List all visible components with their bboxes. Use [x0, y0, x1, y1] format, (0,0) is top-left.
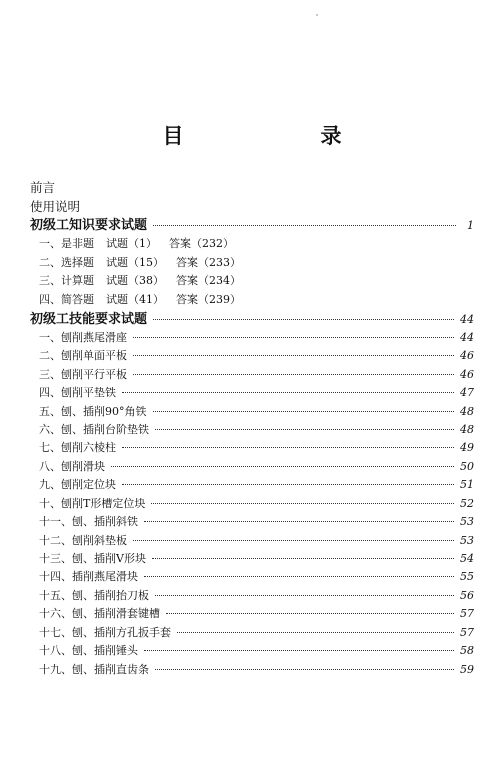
dot-leader: [111, 466, 454, 467]
toc-item: [30, 476, 474, 494]
dot-leader: [122, 447, 454, 448]
sub-answer-ref: 答案（233）: [176, 255, 241, 269]
page-number: 49: [460, 441, 474, 455]
item-label: 八、刨削滑块: [39, 459, 105, 473]
toc-item: [30, 532, 474, 550]
page-number: 52: [460, 496, 474, 510]
toc-item: [30, 403, 474, 421]
page-number: 46: [460, 349, 474, 363]
dot-leader: [151, 503, 454, 504]
dot-leader: [133, 540, 454, 541]
sub-test-ref: 试题（38）: [106, 274, 164, 288]
item-label: 六、刨、插削台阶垫铁: [39, 422, 149, 436]
toc-sub-item: [30, 272, 474, 291]
sub-label: 三、计算题: [39, 274, 94, 288]
item-label: 七、刨削六棱柱: [39, 441, 116, 455]
toc-item: [30, 624, 474, 642]
page-number: 54: [460, 552, 474, 565]
page-number: 56: [460, 588, 474, 602]
toc-item: [30, 605, 474, 623]
scan-speck: [316, 14, 318, 16]
dot-leader: [153, 319, 454, 320]
toc-item: [30, 439, 474, 457]
item-label: 一、刨削燕尾滑座: [39, 330, 127, 344]
dot-leader: [155, 429, 454, 430]
dot-leader: [152, 558, 454, 559]
dot-leader: [153, 225, 456, 226]
dot-leader: [122, 392, 454, 393]
sub-test-ref: 试题（1）: [106, 237, 157, 250]
sub-answer-ref: 答案（232）: [169, 237, 234, 250]
item-label: 十二、刨削斜垫板: [39, 533, 127, 547]
dot-leader: [166, 613, 454, 614]
page-number: 51: [460, 478, 474, 492]
toc-chapter-skills: [30, 310, 474, 329]
table-of-contents: [30, 178, 474, 679]
page-number: 44: [460, 330, 474, 344]
chapter-label: 初级工知识要求试题: [30, 218, 148, 233]
toc-sub-item: [30, 235, 474, 254]
sub-answer-ref: 答案（234）: [176, 274, 241, 288]
toc-item: [30, 642, 474, 660]
toc-item: [30, 421, 474, 439]
sub-test-ref: 试题（15）: [106, 255, 164, 269]
item-label: 十三、刨、插削V形块: [39, 552, 146, 565]
dot-leader: [122, 484, 454, 485]
toc-item: [30, 587, 474, 605]
dot-leader: [155, 669, 454, 670]
sub-label: 二、选择题: [39, 255, 94, 269]
item-label: 二、刨削单面平板: [39, 349, 127, 363]
item-label: 十一、刨、插削斜铁: [39, 515, 138, 529]
dot-leader: [177, 632, 454, 633]
toc-item: [30, 347, 474, 365]
toc-chapter-knowledge: [30, 216, 474, 235]
page-number: 1: [467, 219, 474, 232]
toc-sub-item: [30, 254, 474, 273]
dot-leader: [144, 650, 454, 651]
page-number: 55: [460, 570, 474, 584]
toc-item: [30, 384, 474, 402]
toc-preface: 前言: [30, 180, 56, 195]
page-number: 47: [460, 386, 474, 400]
dot-leader: [133, 337, 454, 338]
page-number: 58: [460, 644, 474, 658]
sub-test-ref: 试题（41）: [106, 293, 164, 307]
toc-item: [30, 458, 474, 476]
toc-item: [30, 513, 474, 531]
page-number: 59: [460, 662, 474, 676]
item-label: 九、刨削定位块: [39, 478, 116, 492]
toc-item: [30, 329, 474, 347]
page-number: 46: [460, 367, 474, 381]
page-number: 53: [460, 515, 474, 529]
item-label: 五、刨、插削90°角铁: [39, 404, 147, 418]
toc-item: [30, 661, 474, 679]
toc-instructions: 使用说明: [30, 199, 81, 214]
item-label: 十九、刨、插削直齿条: [39, 662, 149, 676]
toc-item: [30, 550, 474, 568]
sub-answer-ref: 答案（239）: [176, 293, 241, 307]
item-label: 三、刨削平行平板: [39, 367, 127, 381]
page-number: 57: [460, 625, 474, 639]
page-number: 44: [460, 312, 474, 326]
dot-leader: [155, 595, 454, 596]
item-label: 十、刨削T形槽定位块: [39, 496, 146, 510]
item-label: 十八、刨、插削锤头: [39, 644, 138, 658]
dot-leader: [153, 411, 455, 412]
page-title: 目 录: [162, 123, 400, 148]
sub-label: 四、简答题: [39, 293, 94, 307]
item-label: 十五、刨、插削抬刀板: [39, 588, 149, 602]
page-number: 53: [460, 533, 474, 547]
dot-leader: [144, 576, 454, 577]
dot-leader: [133, 374, 454, 375]
toc-item: [30, 366, 474, 384]
toc-sub-item: [30, 291, 474, 310]
page-number: 48: [460, 422, 474, 436]
item-label: 四、刨削平垫铁: [39, 386, 116, 400]
toc-item: [30, 568, 474, 586]
page-number: 50: [460, 459, 474, 473]
dot-leader: [144, 521, 454, 522]
page-number: 48: [460, 404, 474, 418]
toc-item: [30, 495, 474, 513]
item-label: 十四、插削燕尾滑块: [39, 570, 138, 584]
chapter-label: 初级工技能要求试题: [30, 311, 148, 327]
item-label: 十七、刨、插削方孔扳手套: [39, 625, 171, 639]
dot-leader: [133, 355, 454, 356]
sub-label: 一、是非题: [39, 237, 94, 250]
item-label: 十六、刨、插削滑套键槽: [39, 607, 160, 621]
page-number: 57: [460, 607, 474, 621]
